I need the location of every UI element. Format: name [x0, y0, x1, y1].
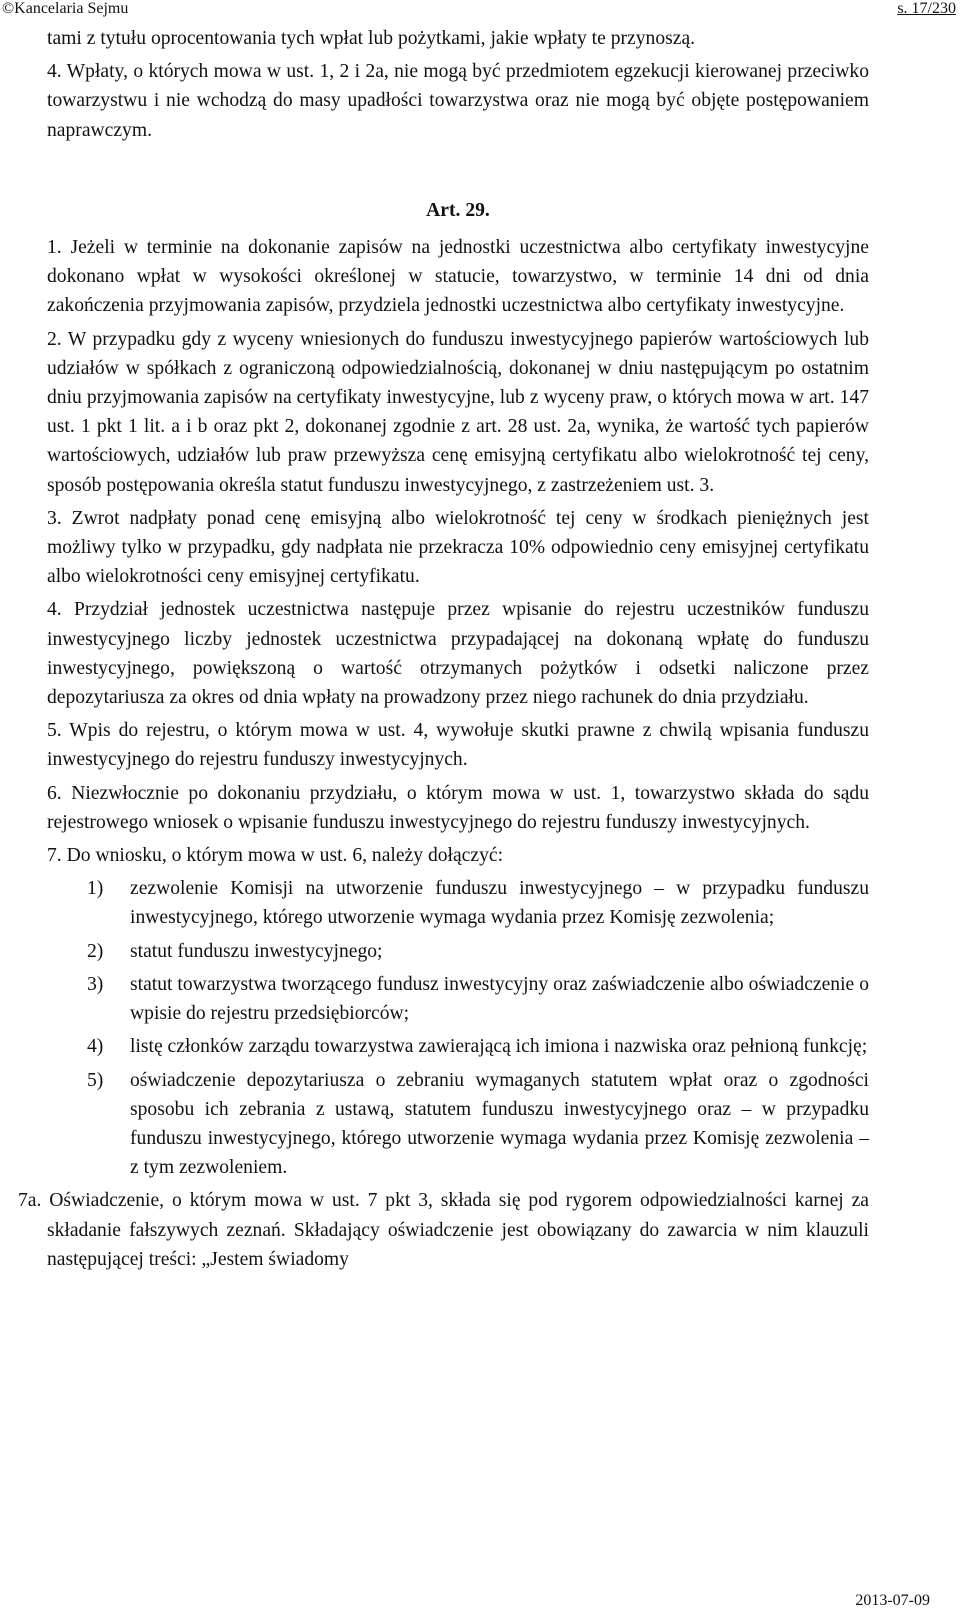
paragraph-6: 6. Niezwłocznie po dokonaniu przydziału, o którym mowa w ust. 1, towarzystwo składa do sądu rejestrowego wniosek o wpisanie funduszu inwestycyjnego do rejestru funduszy inwestycyjnych.: [47, 782, 869, 833]
point-number: 1): [87, 878, 104, 900]
paragraph-4-prev: 4. Wpłaty, o których mowa w ust. 1, 2 i 2a, nie mogą być przedmiotem egzekucji kierowanej przeciwko towarzystwu i nie wchodzą do masy upadłości towarzystwa oraz nie mogą być objęte postępowaniem naprawczym.: [47, 61, 869, 141]
point-number: 2): [87, 940, 104, 962]
paragraph-2: 2. W przypadku gdy z wyceny wniesionych do funduszu inwestycyjnego papierów wartościowych lub udziałów w spółkach z ograniczoną odpowiedzialnością, dokonanej w dniu następującym po ostatnim dniu przyjmowania zapisów na certyfikaty inwestycyjne, lub z wyceny praw, o których mowa w art. 147 ust. 1 pkt 1 lit. a i b oraz pkt 2, dokonanej zgodnie z art. 28 ust. 2a, wynika, że wartość tych papierów wartościowych, udziałów lub praw przewyższa cenę emisyjną certyfikatu albo wielokrotność tej ceny, sposób postępowania określa statut funduszu inwestycyjnego, z zastrzeżeniem ust. 3.: [47, 328, 869, 496]
list-item: [87, 970, 869, 1028]
footer-date: 2013-07-09: [855, 1592, 930, 1609]
point-number: 4): [87, 1036, 104, 1058]
paragraph-7a: 7a. Oświadczenie, o którym mowa w ust. 7 pkt 3, składa się pod rygorem odpowiedzialności karnej za składanie fałszywych zeznań. Składający oświadczenie jest obowiązany do zawarcia w nim klauzuli następującej treści: „Jestem świadomy: [18, 1190, 869, 1270]
point-number: 3): [87, 973, 104, 995]
list-item: [87, 1066, 869, 1183]
paragraph-3: 3. Zwrot nadpłaty ponad cenę emisyjną albo wielokrotność tej ceny w środkach pieniężnych jest możliwy tylko w przypadku, gdy nadpłata nie przekracza 10% odpowiednio ceny emisyjnej certyfikatu albo wielokrotności ceny emisyjnej certyfikatu.: [47, 507, 869, 588]
continuation-text: tami z tytułu oprocentowania tych wpłat lub pożytkami, jakie wpłaty te przynoszą.: [47, 28, 696, 49]
list-item: [87, 937, 869, 966]
paragraph-1: 1. Jeżeli w terminie na dokonanie zapisów na jednostki uczestnictwa albo certyfikaty inwestycyjne dokonano wpłat w wysokości określonej w statucie, towarzystwo, w terminie 14 dni od dnia zakończenia przyjmowania zapisów, przydziela jednostki uczestnictwa albo certyfikaty inwestycyjne.: [47, 237, 869, 317]
point-list: [87, 874, 869, 1182]
point-text: listę członków zarządu towarzystwa zawierającą ich imiona i nazwiska oraz pełnioną funkcję;: [130, 1036, 868, 1058]
list-item: [87, 874, 869, 932]
paragraph-5: 5. Wpis do rejestru, o którym mowa w ust. 4, wywołuje skutki prawne z chwilą wpisania funduszu inwestycyjnego do rejestru funduszy inwestycyjnych.: [47, 720, 869, 771]
point-text: oświadczenie depozytariusza o zebraniu wymaganych statutem wpłat oraz o zgodności sposobu ich zebrania z ustawą, statutem funduszu inwestycyjnego oraz – w przypadku funduszu inwestycyjnego, którego utworzenie wymaga wydania przez Komisję zezwolenia – z tym zezwoleniem.: [130, 1069, 869, 1179]
page-number-link[interactable]: s. 17/230: [897, 0, 956, 17]
point-text: zezwolenie Komisji na utworzenie funduszu inwestycyjnego – w przypadku funduszu inwestycyjnego, którego utworzenie wymaga wydania przez Komisję zezwolenia;: [130, 878, 869, 929]
list-item: [87, 1032, 869, 1061]
paragraph-7: 7. Do wniosku, o którym mowa w ust. 6, należy dołączyć:: [47, 845, 504, 867]
paragraph-4: 4. Przydział jednostek uczestnictwa następuje przez wpisanie do rejestru uczestników funduszu inwestycyjnego liczby jednostek uczestnictwa przypadającej na dokonaną wpłatę do funduszu inwestycyjnego, powiększoną o wartość otrzymanych pożytków i odsetki naliczone przez depozytariusza za okres od dnia wpłaty na prowadzony przez niego rachunek do dnia przydziału.: [47, 599, 869, 709]
article-title: Art. 29.: [426, 199, 490, 221]
copyright-header: ©Kancelaria Sejmu: [2, 0, 129, 17]
point-number: 5): [87, 1069, 104, 1091]
document-body: [18, 24, 869, 1274]
point-text: statut towarzystwa tworzącego fundusz inwestycyjny oraz zaświadczenie albo oświadczenie o wpisie do rejestru przedsiębiorców;: [130, 973, 869, 1025]
point-text: statut funduszu inwestycyjnego;: [130, 940, 383, 962]
